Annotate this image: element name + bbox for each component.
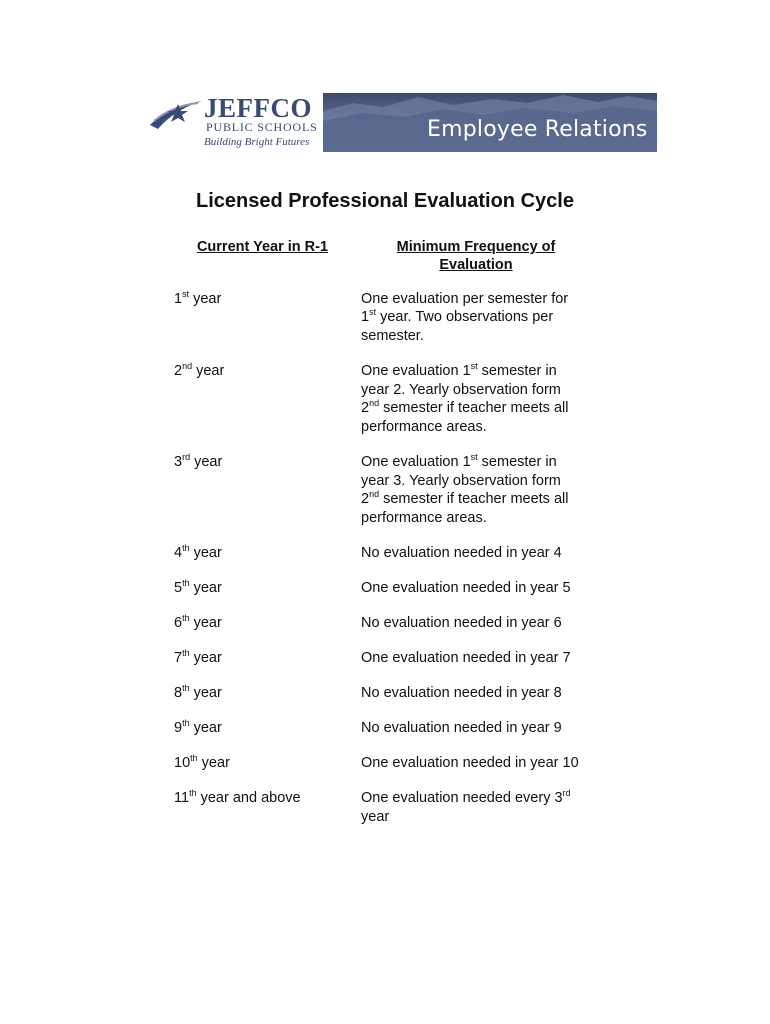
- frequency-text-part: semester if teacher meets all: [379, 491, 569, 507]
- frequency-text-part: performance areas.: [361, 419, 487, 435]
- frequency-text-part: 1: [361, 309, 370, 325]
- year-label: [174, 362, 224, 381]
- year-suffix: year: [189, 545, 222, 561]
- frequency-text: [361, 614, 601, 632]
- frequency-text: [361, 684, 601, 702]
- frequency-text-part: 2: [361, 491, 370, 507]
- table-row: [0, 754, 770, 772]
- frequency-text-part: semester in: [477, 454, 557, 470]
- year-ordinal: th: [182, 683, 190, 693]
- frequency-line: [361, 509, 601, 527]
- frequency-text: [361, 719, 601, 737]
- frequency-ordinal: nd: [369, 398, 380, 408]
- frequency-text-part: One evaluation 1: [361, 363, 471, 379]
- frequency-text-part: One evaluation per semester for: [361, 291, 569, 307]
- frequency-line: [361, 327, 601, 345]
- year-number: 10: [174, 755, 191, 771]
- section-banner: [323, 93, 657, 152]
- year-label: [174, 684, 222, 703]
- column-header-min-frequency: [360, 238, 592, 274]
- frequency-ordinal: rd: [562, 788, 571, 798]
- year-suffix: year: [189, 291, 222, 307]
- frequency-line: [361, 544, 601, 562]
- frequency-ordinal: nd: [369, 489, 380, 499]
- frequency-text-part: year 2. Yearly observation form: [361, 382, 561, 398]
- page-title: Licensed Professional Evaluation Cycle: [196, 190, 574, 212]
- frequency-line: [361, 418, 601, 436]
- year-suffix: year: [197, 755, 230, 771]
- year-number: 5: [174, 580, 183, 596]
- frequency-line: [361, 290, 601, 308]
- frequency-text: [361, 544, 601, 562]
- frequency-ordinal: st: [369, 307, 377, 317]
- frequency-line: [361, 308, 601, 327]
- table-row: [0, 789, 770, 826]
- frequency-text: [361, 789, 601, 826]
- frequency-text-part: 2: [361, 400, 370, 416]
- year-ordinal: st: [182, 289, 190, 299]
- frequency-line: [361, 579, 601, 597]
- frequency-text-part: One evaluation needed in year 7: [361, 650, 571, 666]
- table-row: [0, 453, 770, 527]
- column-header-current-year: [150, 238, 375, 256]
- column-header-text: Current Year in R-1: [196, 239, 329, 255]
- frequency-text-part: year: [361, 809, 390, 825]
- frequency-text-part: performance areas.: [361, 510, 487, 526]
- frequency-text-part: No evaluation needed in year 8: [361, 685, 562, 701]
- frequency-ordinal: st: [470, 452, 478, 462]
- column-header-text-line-1: Minimum Frequency of: [396, 239, 556, 255]
- frequency-text-part: One evaluation needed in year 10: [361, 755, 579, 771]
- year-number: 3: [174, 454, 183, 470]
- year-suffix: year and above: [196, 790, 301, 806]
- year-label: [174, 544, 222, 563]
- frequency-text-part: No evaluation needed in year 6: [361, 615, 562, 631]
- year-number: 4: [174, 545, 183, 561]
- year-label: [174, 754, 230, 773]
- header-banner: [148, 93, 657, 152]
- frequency-line: [361, 808, 601, 826]
- frequency-line: [361, 684, 601, 702]
- year-suffix: year: [192, 363, 225, 379]
- frequency-text-part: No evaluation needed in year 4: [361, 545, 562, 561]
- column-header-text-line-2: Evaluation: [439, 257, 513, 273]
- frequency-text: [361, 754, 601, 772]
- frequency-text-part: semester in: [477, 363, 557, 379]
- year-label: [174, 579, 222, 598]
- frequency-line: [361, 754, 601, 772]
- frequency-text-part: semester.: [361, 328, 424, 344]
- frequency-text: [361, 579, 601, 597]
- year-suffix: year: [189, 615, 222, 631]
- frequency-line: [361, 789, 601, 808]
- frequency-line: [361, 381, 601, 399]
- year-label: [174, 649, 222, 668]
- year-ordinal: th: [182, 718, 190, 728]
- year-number: 9: [174, 720, 183, 736]
- table-row: [0, 649, 770, 667]
- frequency-text: [361, 649, 601, 667]
- frequency-line: [361, 490, 601, 509]
- year-ordinal: th: [182, 613, 190, 623]
- year-suffix: year: [189, 580, 222, 596]
- table-row: [0, 684, 770, 702]
- year-label: [174, 453, 222, 472]
- year-ordinal: th: [182, 543, 190, 553]
- frequency-text-part: No evaluation needed in year 9: [361, 720, 562, 736]
- frequency-line: [361, 649, 601, 667]
- frequency-text-part: year 3. Yearly observation form: [361, 473, 561, 489]
- frequency-text-part: One evaluation 1: [361, 454, 471, 470]
- year-suffix: year: [189, 685, 222, 701]
- year-number: 6: [174, 615, 183, 631]
- frequency-line: [361, 614, 601, 632]
- year-label: [174, 614, 222, 633]
- frequency-text-part: semester if teacher meets all: [379, 400, 569, 416]
- year-label: [174, 719, 222, 738]
- frequency-line: [361, 399, 601, 418]
- table-row: [0, 614, 770, 632]
- year-ordinal: th: [190, 753, 198, 763]
- year-number: 11: [174, 790, 190, 806]
- frequency-text: [361, 362, 601, 436]
- frequency-ordinal: st: [470, 361, 478, 371]
- frequency-line: [361, 472, 601, 490]
- year-label: [174, 789, 301, 808]
- year-ordinal: nd: [182, 361, 193, 371]
- year-number: 8: [174, 685, 183, 701]
- frequency-text: [361, 290, 601, 345]
- year-ordinal: th: [182, 578, 190, 588]
- year-suffix: year: [189, 650, 222, 666]
- year-number: 1: [174, 291, 183, 307]
- logo-name: JEFFCO: [204, 93, 312, 123]
- frequency-text-part: One evaluation needed every 3: [361, 790, 563, 806]
- frequency-text: [361, 453, 601, 527]
- table-row: [0, 290, 770, 345]
- shooting-star-logo-icon: [148, 95, 204, 135]
- table-row: [0, 544, 770, 562]
- logo-tagline: Building Bright Futures: [204, 136, 310, 148]
- year-number: 7: [174, 650, 183, 666]
- frequency-line: [361, 719, 601, 737]
- year-ordinal: rd: [182, 452, 191, 462]
- frequency-line: [361, 453, 601, 472]
- section-title: Employee Relations: [427, 117, 648, 142]
- frequency-line: [361, 362, 601, 381]
- table-row: [0, 579, 770, 597]
- year-suffix: year: [189, 720, 222, 736]
- frequency-text-part: One evaluation needed in year 5: [361, 580, 571, 596]
- frequency-text-part: year. Two observations per: [376, 309, 554, 325]
- evaluation-table: [0, 290, 770, 826]
- table-row: [0, 362, 770, 436]
- table-row: [0, 719, 770, 737]
- year-ordinal: th: [189, 788, 197, 798]
- year-label: [174, 290, 221, 309]
- year-number: 2: [174, 363, 183, 379]
- year-suffix: year: [190, 454, 223, 470]
- logo-subtitle: PUBLIC SCHOOLS: [206, 120, 318, 134]
- year-ordinal: th: [182, 648, 190, 658]
